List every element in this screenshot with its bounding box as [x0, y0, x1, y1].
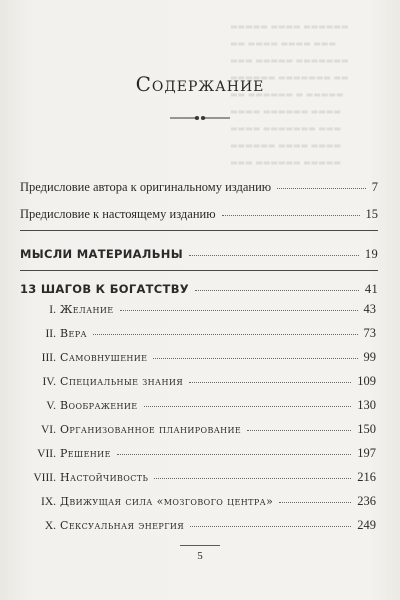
toc-chapter-desire[interactable]: [20, 302, 376, 317]
chapter-numeral: IX.: [40, 496, 56, 508]
folio-rule: [180, 545, 220, 546]
chapter-page: 109: [357, 374, 376, 388]
chapter-numeral: VIII.: [33, 472, 56, 484]
chapter-page: 43: [363, 302, 376, 316]
show-through-text: ▬▬▬▬▬ ▬▬▬▬ ▬▬▬▬▬▬ ▬▬ ▬▬▬▬ ▬▬▬▬ ▬▬▬ ▬▬▬ ▬▬▬▬▬ ▬▬▬▬▬▬▬ ▬▬▬▬▬▬ ▬▬▬▬▬▬▬ ▬▬ ▬▬ ▬▬▬▬▬▬ ▬ ▬▬▬▬▬ ▬▬▬▬ ▬▬▬▬▬▬ ▬▬▬▬ ▬▬▬▬ ▬▬▬▬▬▬▬ ▬▬▬ ▬▬▬▬▬▬ ▬▬▬▬ ▬▬▬▬ ▬▬▬ ▬▬▬▬▬▬ ▬▬▬▬▬: [230, 22, 349, 167]
chapter-page: 73: [363, 326, 376, 340]
chapter-label: Воображение: [60, 399, 138, 412]
toc-entry-page: 7: [371, 180, 378, 194]
toc-entry-label: МЫСЛИ МАТЕРИАЛЬНЫ: [20, 247, 183, 261]
chapter-numeral: VI.: [40, 424, 56, 436]
toc-chapter-specialized-knowledge[interactable]: [20, 374, 376, 389]
toc-entry-label: Предисловие к настоящему изданию: [20, 207, 216, 221]
chapter-label: Желание: [60, 303, 114, 316]
toc-chapter-autosuggestion[interactable]: [20, 350, 376, 365]
leader-dots: [247, 430, 351, 431]
chapter-page: 99: [363, 350, 376, 364]
toc-chapter-decision[interactable]: [20, 446, 376, 461]
toc-entry-current-preface[interactable]: [20, 207, 378, 222]
leader-dots: [222, 215, 360, 216]
chapter-page: 249: [357, 518, 376, 532]
leader-dots: [120, 310, 358, 311]
toc-entry-page: 19: [364, 247, 378, 261]
chapter-numeral: VII.: [37, 448, 56, 460]
leader-dots: [117, 454, 351, 455]
leader-dots: [277, 188, 366, 189]
toc-entry-part-one[interactable]: [20, 247, 378, 262]
toc-chapter-organized-planning[interactable]: [20, 422, 376, 437]
chapter-numeral: V.: [46, 400, 56, 412]
chapter-numeral: IV.: [42, 376, 56, 388]
section-rule: [20, 270, 378, 271]
chapter-label: Вера: [60, 327, 87, 340]
toc-entry-page: 15: [365, 207, 378, 221]
leader-dots: [190, 526, 351, 527]
section-rule: [20, 230, 378, 231]
leader-dots: [154, 478, 351, 479]
toc-chapter-persistence[interactable]: [20, 470, 376, 485]
chapter-page: 150: [357, 422, 376, 436]
toc-chapter-sex-transmutation[interactable]: [20, 518, 376, 533]
chapter-label: Движущая сила «мозгового центра»: [60, 495, 274, 508]
chapter-label: Сексуальная энергия: [60, 519, 185, 532]
chapter-numeral: II.: [45, 328, 56, 340]
toc-entry-page: 41: [364, 282, 378, 296]
chapter-page: 197: [357, 446, 376, 460]
toc-chapter-master-mind[interactable]: [20, 494, 376, 509]
chapter-label: Специальные знания: [60, 375, 184, 388]
page-title: Содержание: [135, 72, 265, 96]
toc-entry-label: 13 ШАГОВ К БОГАТСТВУ: [20, 282, 189, 296]
toc-chapter-imagination[interactable]: [20, 398, 376, 413]
toc-entry-label: Предисловие автора к оригинальному изданию: [20, 180, 272, 194]
leader-dots: [189, 255, 359, 256]
leader-dots: [195, 290, 359, 291]
chapter-page: 236: [357, 494, 376, 508]
chapter-page: 216: [357, 470, 376, 484]
leader-dots: [153, 358, 357, 359]
toc-chapter-faith[interactable]: [20, 326, 376, 341]
chapter-label: Настойчивость: [60, 471, 149, 484]
chapter-label: Решение: [60, 447, 111, 460]
page-number: 5: [197, 550, 203, 562]
leader-dots: [279, 502, 351, 503]
chapter-label: Самовнушение: [60, 351, 148, 364]
leader-dots: [189, 382, 351, 383]
ornament-divider-icon: [168, 113, 232, 123]
chapter-label: Организованное планирование: [60, 423, 242, 436]
chapter-numeral: X.: [44, 520, 56, 532]
toc-entry-author-preface[interactable]: [20, 180, 378, 195]
chapter-numeral: III.: [41, 352, 56, 364]
chapter-numeral: I.: [49, 304, 56, 316]
toc-entry-part-two[interactable]: [20, 282, 378, 297]
chapter-page: 130: [357, 398, 376, 412]
leader-dots: [93, 334, 358, 335]
leader-dots: [144, 406, 352, 407]
